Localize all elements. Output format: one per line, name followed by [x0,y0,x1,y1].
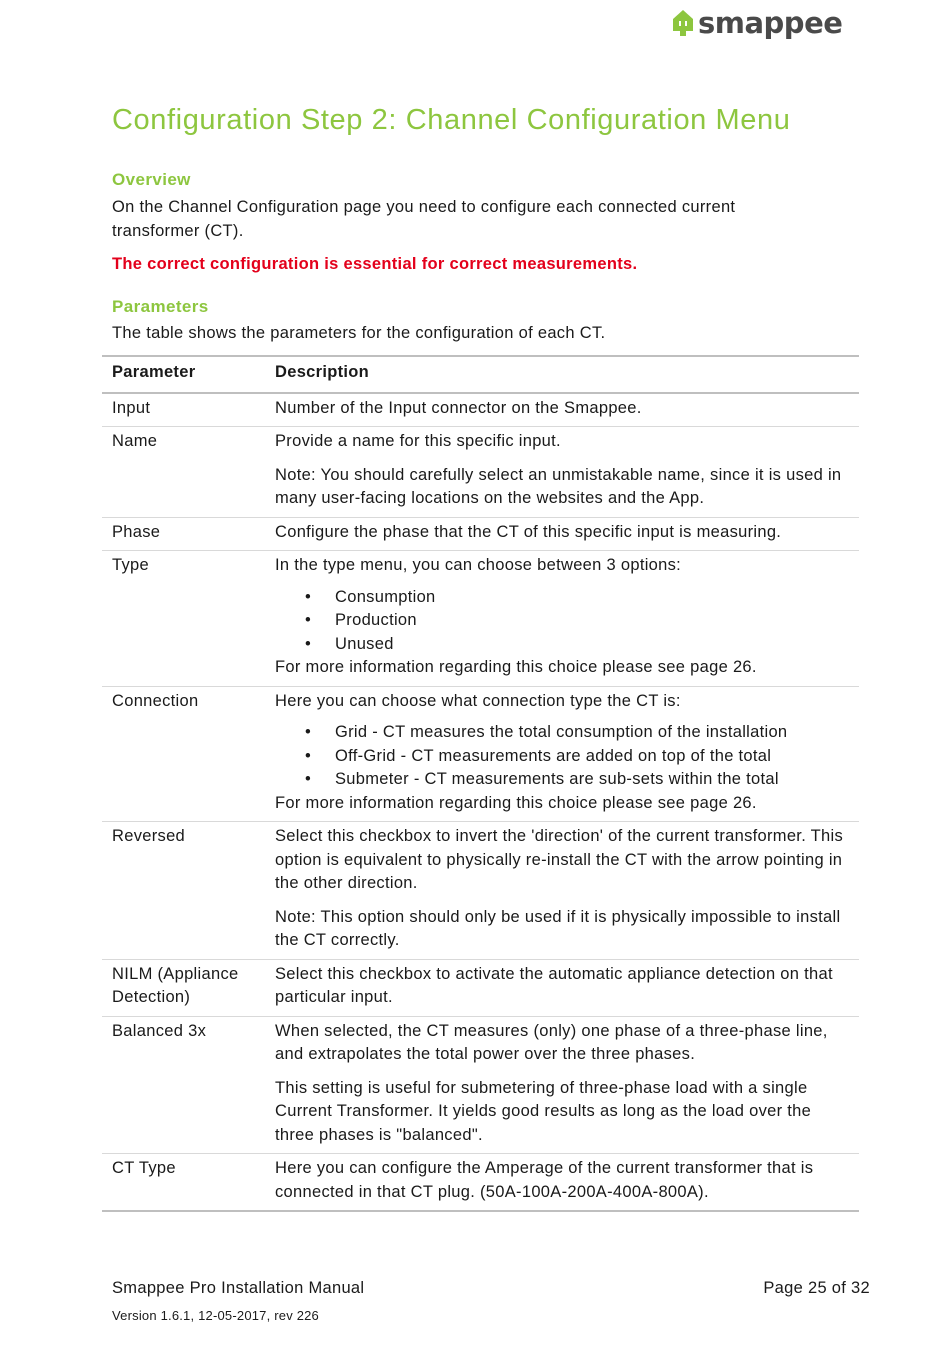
description-intro: Here you can choose what connection type the CT is: [275,691,681,710]
header-parameter: Parameter [112,363,196,381]
parameter-description [265,686,859,822]
parameter-name: Phase [112,522,161,541]
description-paragraph: Configure the phase that the CT of this specific input is measuring. [275,522,782,541]
table-row [102,393,859,427]
option-item: • Off-Grid - CT measurements are added on top of the total [275,745,849,769]
description-outro: For more information regarding this choice please see page 26. [275,658,757,676]
table-header-row [102,356,859,393]
parameter-name: Reversed [112,827,186,845]
table-row [102,1016,859,1154]
parameter-description [265,393,859,427]
header-description: Description [275,363,370,381]
table-row [102,551,859,687]
description-paragraph: Note: This option should only be used if it is physically impossible to install the CT correctly. [275,907,841,949]
table-body [102,393,859,1212]
description-paragraph: Here you can configure the Amperage of the current transformer that is connected in that CT plug. (50A-100A-200A-400A-800A). [275,1159,814,1201]
option-item: • Unused [275,633,849,657]
parameter-description [265,1016,859,1154]
description-paragraph: Select this checkbox to invert the 'direction' of the current transformer. This option is equivalent to physically re-install the CT with the arrow pointing in the other direction. [275,827,844,892]
parameter-name: Name [112,432,158,450]
table-row [102,427,859,518]
overview-heading: Overview [112,170,191,189]
footer-version: Version 1.6.1, 12-05-2017, rev 226 [112,1308,319,1323]
parameters-table [102,355,859,1212]
table-row [102,517,859,551]
parameter-name: NILM (Appliance Detection) [112,964,239,1006]
page-title: Configuration Step 2: Channel Configuration Menu [112,104,791,136]
footer-page-number: Page 25 of 32 [763,1279,870,1297]
footer-manual-title: Smappee Pro Installation Manual [112,1279,365,1297]
options-list [275,586,849,657]
parameter-description [265,959,859,1016]
parameter-description [265,427,859,518]
description-outro: For more information regarding this choice please see page 26. [275,793,757,812]
table-row [102,1154,859,1212]
house-plug-icon [672,9,694,37]
brand-name: smappee [698,6,843,40]
overview-warning: The correct configuration is essential for correct measurements. [112,255,638,273]
brand-logo [672,6,842,40]
parameter-name: Balanced 3x [112,1021,207,1040]
option-item: • Production [275,609,849,633]
option-item: • Submeter - CT measurements are sub-sets within the total [275,768,849,792]
options-list [275,721,849,792]
parameter-description [265,551,859,687]
parameter-description [265,1154,859,1212]
overview-text: On the Channel Configuration page you need to configure each connected current transformer (CT). [112,198,736,240]
description-paragraph: This setting is useful for submetering of three-phase load with a single Current Transformer. It yields good results as long as the load over the three phases is "balanced". [275,1078,812,1144]
description-paragraph: Number of the Input connector on the Smappee. [275,398,642,417]
option-item: • Grid - CT measures the total consumption of the installation [275,721,849,745]
parameter-name: Type [112,556,149,574]
table-row [102,686,859,822]
parameter-name: CT Type [112,1159,176,1177]
parameter-description [265,822,859,960]
description-paragraph: Provide a name for this specific input. [275,432,561,450]
parameter-name: Input [112,398,151,417]
description-paragraph: Note: You should carefully select an unmistakable name, since it is used in many user-facing locations on the websites and the App. [275,465,842,507]
parameters-intro: The table shows the parameters for the configuration of each CT. [112,324,606,342]
parameter-description [265,517,859,551]
table-row [102,959,859,1016]
description-intro: In the type menu, you can choose between 3 options: [275,556,682,574]
description-paragraph: Select this checkbox to activate the automatic appliance detection on that particular input. [275,964,833,1006]
parameters-heading: Parameters [112,297,209,316]
description-paragraph: When selected, the CT measures (only) one phase of a three-phase line, and extrapolates the total power over the three phases. [275,1021,828,1063]
table-row [102,822,859,960]
parameter-name: Connection [112,691,199,710]
option-item: • Consumption [275,586,849,610]
